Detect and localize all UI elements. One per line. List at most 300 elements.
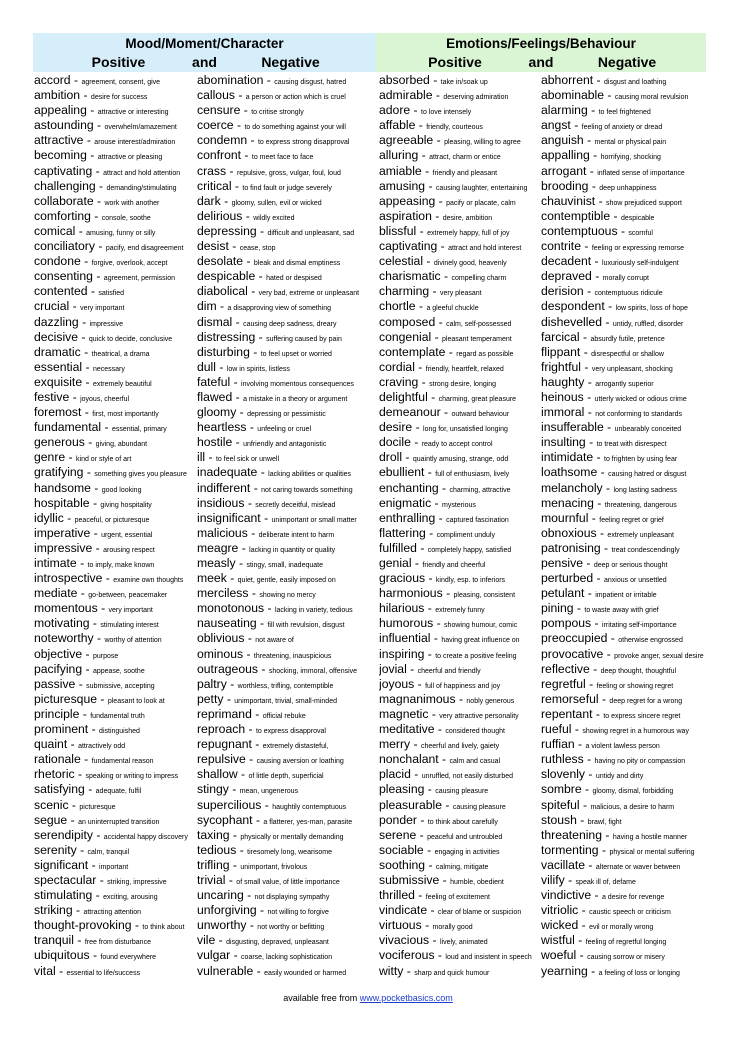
word-entry bbox=[541, 630, 711, 645]
word: hospitable bbox=[34, 495, 90, 510]
word-entry bbox=[379, 857, 539, 872]
dash-separator: - bbox=[585, 676, 597, 691]
word-entry bbox=[34, 495, 194, 510]
word-entry bbox=[34, 615, 194, 630]
dash-separator: - bbox=[424, 782, 436, 797]
word-entry bbox=[541, 691, 711, 706]
dash-separator: - bbox=[431, 329, 443, 344]
dash-separator: - bbox=[429, 933, 440, 948]
definition: outward behaviour bbox=[451, 411, 510, 419]
definition: anxious or unsettled bbox=[604, 577, 667, 585]
word-entry bbox=[541, 751, 711, 766]
word-entry bbox=[34, 298, 194, 313]
definition: a mistake in a theory or argument bbox=[243, 395, 348, 403]
dash-separator: - bbox=[583, 556, 594, 570]
dash-separator: - bbox=[445, 344, 457, 359]
dash-separator: - bbox=[406, 661, 418, 676]
definition: causing aversion or loathing bbox=[256, 758, 344, 766]
word-entry bbox=[541, 238, 711, 253]
dash-separator: - bbox=[97, 691, 108, 706]
dash-separator: - bbox=[256, 903, 268, 918]
definition: agreement, permission bbox=[103, 275, 175, 283]
word: frightful bbox=[541, 359, 581, 374]
word: sociable bbox=[379, 842, 424, 857]
word-entry bbox=[379, 495, 539, 510]
footer-link[interactable]: www.pocketbasics.com bbox=[359, 993, 453, 1003]
word: oblivious bbox=[197, 631, 245, 646]
definition: kind or style of art bbox=[76, 456, 132, 464]
word-entry bbox=[541, 736, 711, 751]
word-entry bbox=[34, 163, 194, 178]
dash-separator: - bbox=[412, 420, 424, 435]
word-entry bbox=[379, 661, 539, 676]
definition: quiet, gentle, easily imposed on bbox=[237, 577, 336, 585]
definition: physically or mentally demanding bbox=[240, 833, 344, 841]
word: mediate bbox=[34, 586, 78, 601]
word-entry bbox=[34, 676, 194, 691]
dash-separator: - bbox=[233, 118, 245, 133]
definition: feeling regret or grief bbox=[599, 516, 664, 524]
definition: essential, primary bbox=[111, 426, 167, 434]
word-entry bbox=[379, 72, 539, 87]
definition: physical or mental suffering bbox=[609, 848, 695, 856]
word: outrageous bbox=[197, 661, 258, 676]
definition: very important bbox=[108, 607, 153, 615]
definition: feeling of regretful longing bbox=[585, 939, 667, 947]
definition: essential to life/success bbox=[66, 969, 141, 977]
dash-separator: - bbox=[80, 88, 91, 103]
definition: stingy, small, inadequate bbox=[246, 562, 323, 569]
dash-separator: - bbox=[230, 374, 242, 389]
dash-separator: - bbox=[255, 269, 267, 284]
word-entry bbox=[541, 87, 711, 102]
word: vulgar bbox=[197, 948, 231, 963]
dash-separator: - bbox=[236, 842, 248, 857]
word: loathsome bbox=[541, 465, 598, 480]
dash-separator: - bbox=[597, 465, 609, 480]
definition: horrifying, shocking bbox=[600, 154, 661, 162]
dash-separator: - bbox=[82, 374, 93, 389]
word: virtuous bbox=[379, 918, 422, 933]
word: repugnant bbox=[197, 737, 252, 752]
definition: calm, tranquil bbox=[87, 848, 130, 856]
word-entry bbox=[541, 208, 711, 223]
word-entry bbox=[197, 449, 375, 464]
definition: loud and insistent in speech bbox=[445, 954, 532, 962]
definition: appease, soothe bbox=[92, 667, 145, 675]
header-positive: Positive bbox=[428, 54, 482, 70]
word-entry bbox=[197, 193, 375, 208]
definition: unruffled, not easily disturbed bbox=[421, 773, 514, 781]
definition: accidental happy discovery bbox=[103, 833, 188, 841]
dash-separator: - bbox=[583, 389, 595, 404]
definition: forgive, overlook, accept bbox=[91, 260, 168, 268]
word-entry bbox=[197, 208, 375, 223]
definition: first, most importantly bbox=[92, 411, 159, 419]
word: spectacular bbox=[34, 872, 97, 887]
definition: causing deep sadness, dreary bbox=[243, 320, 337, 328]
column-emotion-positive bbox=[379, 72, 539, 978]
word: submissive bbox=[379, 872, 440, 887]
definition: full of enthusiasm, lively bbox=[435, 471, 510, 479]
word: genre bbox=[34, 450, 66, 465]
dash-separator: - bbox=[205, 450, 216, 465]
word: anguish bbox=[541, 133, 584, 148]
definition: involving momentous consequences bbox=[241, 380, 354, 388]
word: tedious bbox=[197, 842, 237, 857]
definition: morally good bbox=[432, 924, 473, 932]
dash-separator: - bbox=[410, 767, 422, 782]
definition: worthless, trifling, contemptible bbox=[237, 682, 334, 690]
definition: not conforming to standards bbox=[595, 411, 682, 419]
word: rhetoric bbox=[34, 767, 75, 782]
word: insignificant bbox=[197, 510, 261, 525]
word: inadequate bbox=[197, 465, 258, 480]
word: censure bbox=[197, 103, 241, 118]
word: pompous bbox=[541, 616, 592, 631]
word-entry bbox=[379, 963, 539, 978]
definition: coarse, lacking sophistication bbox=[241, 954, 333, 962]
word: contented bbox=[34, 284, 88, 299]
definition: utterly wicked or odious crime bbox=[594, 395, 687, 403]
word: joyous bbox=[379, 676, 415, 691]
definition: friendly and pleasant bbox=[432, 169, 498, 177]
dash-separator: - bbox=[92, 888, 104, 903]
word: distressing bbox=[197, 329, 256, 344]
word: pining bbox=[541, 601, 574, 616]
definition: extremely unpleasant bbox=[607, 531, 674, 539]
definition: mental or physical pain bbox=[594, 139, 667, 147]
word: humorous bbox=[379, 616, 434, 631]
word-entry bbox=[379, 374, 539, 389]
word-entry bbox=[34, 253, 194, 268]
dash-separator: - bbox=[617, 223, 629, 238]
header-mood-moment-character bbox=[33, 33, 376, 72]
definition: attractive or pleasing bbox=[97, 154, 163, 162]
word-entry bbox=[34, 721, 194, 736]
dash-separator: - bbox=[438, 752, 450, 767]
word-entry bbox=[541, 495, 711, 510]
word-entry bbox=[541, 449, 711, 464]
word-entry bbox=[541, 404, 711, 419]
word: absorbed bbox=[379, 73, 430, 87]
dash-separator: - bbox=[427, 389, 439, 404]
word: supercilious bbox=[197, 797, 262, 812]
word: admirable bbox=[379, 88, 433, 103]
definition: easily wounded or harmed bbox=[264, 969, 347, 977]
definition: causing pleasure bbox=[452, 803, 506, 811]
dash-separator: - bbox=[246, 420, 258, 435]
definition: overwhelm/amazement bbox=[104, 124, 177, 132]
word-entry bbox=[34, 117, 194, 132]
word-entry bbox=[197, 630, 375, 645]
dash-separator: - bbox=[80, 344, 92, 359]
dash-separator: - bbox=[589, 661, 601, 676]
word: principle bbox=[34, 706, 80, 721]
word-entry bbox=[34, 449, 194, 464]
dash-separator: - bbox=[596, 525, 608, 540]
word: unforgiving bbox=[197, 903, 257, 918]
definition: causing laughter, entertaining bbox=[435, 184, 528, 192]
word: picturesque bbox=[34, 691, 98, 706]
word: serendipity bbox=[34, 827, 93, 842]
word-entry bbox=[34, 797, 194, 812]
dash-separator: - bbox=[131, 918, 143, 933]
word: serenity bbox=[34, 842, 77, 857]
word: amusing bbox=[379, 178, 426, 193]
word-entry bbox=[197, 132, 375, 147]
definition: friendly and cheerful bbox=[422, 562, 486, 569]
definition: deep or serious thought bbox=[593, 562, 668, 569]
dash-separator: - bbox=[421, 163, 433, 178]
dash-separator: - bbox=[587, 103, 599, 118]
definition: threatening, dangerous bbox=[604, 501, 677, 509]
word: patronising bbox=[541, 540, 601, 555]
definition: pleasing, consistent bbox=[453, 592, 516, 600]
dash-separator: - bbox=[576, 812, 588, 827]
word-entry bbox=[34, 223, 194, 238]
word-entry bbox=[197, 751, 375, 766]
dash-separator: - bbox=[580, 239, 592, 254]
header-and: and bbox=[528, 54, 554, 70]
definition: exciting, arousing bbox=[103, 894, 158, 902]
word: rationale bbox=[34, 752, 81, 767]
word-entry bbox=[541, 314, 711, 329]
dash-separator: - bbox=[83, 465, 95, 480]
word-entry bbox=[379, 102, 539, 117]
word-entry bbox=[34, 268, 194, 283]
word-entry bbox=[541, 857, 711, 872]
word-entry bbox=[34, 283, 194, 298]
dash-separator: - bbox=[579, 797, 591, 812]
word-entry bbox=[379, 298, 539, 313]
dash-separator: - bbox=[610, 208, 621, 223]
definition: extremely funny bbox=[435, 607, 485, 615]
dash-separator: - bbox=[592, 706, 604, 721]
definition: attract and hold attention bbox=[103, 169, 181, 177]
definition: unfeeling or cruel bbox=[257, 426, 311, 434]
definition: wildly excited bbox=[253, 214, 295, 222]
word: imperative bbox=[34, 525, 91, 540]
header-subtitle bbox=[376, 53, 706, 71]
definition: arouse interest/admiration bbox=[94, 139, 176, 147]
definition: causing moral revulsion bbox=[614, 94, 689, 102]
word-entry bbox=[541, 434, 711, 449]
word-entry bbox=[197, 163, 375, 178]
dash-separator: - bbox=[580, 344, 592, 359]
word-entry bbox=[379, 872, 539, 887]
dash-separator: - bbox=[583, 284, 595, 299]
dash-separator: - bbox=[246, 918, 258, 933]
word: ruthless bbox=[541, 752, 584, 767]
definition: not aware of bbox=[255, 637, 294, 645]
dash-separator: - bbox=[235, 556, 247, 570]
word: trivial bbox=[197, 872, 226, 887]
dash-separator: - bbox=[415, 118, 427, 133]
word: cordial bbox=[379, 359, 415, 374]
dash-separator: - bbox=[574, 933, 586, 948]
dash-separator: - bbox=[90, 208, 102, 223]
word: indifferent bbox=[197, 480, 251, 495]
dash-separator: - bbox=[416, 540, 428, 555]
word-entry bbox=[34, 208, 194, 223]
word-entry bbox=[197, 555, 375, 570]
word: meditative bbox=[379, 722, 435, 737]
word-entry bbox=[34, 480, 194, 495]
word-entry bbox=[541, 510, 711, 525]
word: ruffian bbox=[541, 737, 575, 752]
definition: gloomy, dismal, forbidding bbox=[592, 788, 674, 796]
dash-separator: - bbox=[78, 314, 90, 329]
word-entry bbox=[197, 827, 375, 842]
word: arrogant bbox=[541, 163, 587, 178]
word: impressive bbox=[34, 540, 93, 555]
word: malicious bbox=[197, 525, 248, 540]
word-entry bbox=[379, 314, 539, 329]
word: yearning bbox=[541, 963, 588, 978]
dash-separator: - bbox=[244, 495, 256, 510]
definition: repulsive, gross, vulgar, foul, loud bbox=[236, 169, 341, 177]
word-entry bbox=[379, 359, 539, 374]
dash-separator: - bbox=[455, 691, 467, 706]
word: vilify bbox=[541, 872, 565, 887]
word: tormenting bbox=[541, 842, 599, 857]
definition: to waste away with grief bbox=[584, 607, 659, 615]
definition: quick to decide, conclusive bbox=[88, 335, 173, 343]
word: merry bbox=[379, 737, 411, 752]
definition: disrespectful or shallow bbox=[591, 350, 664, 358]
word: derision bbox=[541, 284, 584, 299]
definition: picturesque bbox=[79, 803, 116, 811]
dash-separator: - bbox=[86, 103, 98, 118]
word-entry bbox=[379, 480, 539, 495]
definition: not caring towards something bbox=[261, 486, 353, 494]
word-entry bbox=[197, 464, 375, 479]
word: striking bbox=[34, 903, 73, 918]
definition: to meet face to face bbox=[251, 154, 314, 162]
word: vitriolic bbox=[541, 903, 579, 918]
word-entry bbox=[379, 268, 539, 283]
word: idyllic bbox=[34, 510, 64, 525]
definition: caustic speech or criticism bbox=[589, 909, 671, 917]
dash-separator: - bbox=[77, 586, 89, 601]
dash-separator: - bbox=[93, 118, 105, 133]
dash-separator: - bbox=[231, 178, 243, 193]
dash-separator: - bbox=[598, 842, 610, 857]
word-entry bbox=[379, 781, 539, 796]
dash-separator: - bbox=[243, 888, 255, 903]
definition: speaking or writing to impress bbox=[85, 773, 179, 781]
word-entry bbox=[541, 706, 711, 721]
dash-separator: - bbox=[215, 933, 227, 948]
dash-separator: - bbox=[236, 405, 248, 420]
word: contrite bbox=[541, 239, 581, 254]
definition: attract and hold interest bbox=[448, 245, 522, 253]
dash-separator: - bbox=[585, 767, 596, 782]
dash-separator: - bbox=[245, 752, 257, 767]
definition: alternate or waver between bbox=[595, 863, 681, 871]
dash-separator: - bbox=[216, 299, 228, 314]
definition: divinely good, heavenly bbox=[433, 260, 507, 268]
word-entry bbox=[197, 917, 375, 932]
dash-separator: - bbox=[89, 495, 101, 510]
dash-separator: - bbox=[435, 193, 447, 208]
dash-separator: - bbox=[564, 872, 576, 887]
word: dramatic bbox=[34, 344, 81, 359]
word-entry bbox=[379, 570, 539, 585]
word: nonchalant bbox=[379, 752, 439, 767]
word-entry bbox=[34, 238, 194, 253]
word: measly bbox=[197, 556, 236, 570]
dash-separator: - bbox=[576, 948, 588, 963]
dash-separator: - bbox=[595, 193, 607, 208]
word: introspective bbox=[34, 571, 103, 586]
dash-separator: - bbox=[588, 178, 600, 193]
word-entry bbox=[379, 585, 539, 600]
word: ubiquitous bbox=[34, 948, 90, 963]
word: critical bbox=[197, 178, 232, 193]
dash-separator: - bbox=[232, 435, 244, 450]
header-title: Mood/Moment/Character bbox=[125, 36, 284, 51]
dash-separator: - bbox=[414, 888, 426, 903]
definition: cease, stop bbox=[239, 245, 276, 253]
dash-separator: - bbox=[440, 269, 452, 284]
word: decisive bbox=[34, 329, 79, 344]
word-entry bbox=[34, 902, 194, 917]
definition: extremely beautiful bbox=[92, 380, 152, 388]
dash-separator: - bbox=[55, 963, 67, 978]
definition: threatening, inauspicious bbox=[253, 652, 332, 660]
word: intimate bbox=[34, 556, 77, 570]
dash-separator: - bbox=[237, 767, 249, 782]
word: paltry bbox=[197, 676, 227, 691]
word-entry bbox=[34, 464, 194, 479]
word-entry bbox=[197, 887, 375, 902]
definition: unimportant or small matter bbox=[271, 516, 357, 524]
word-entry bbox=[541, 419, 711, 434]
definition: shocking, immoral, offensive bbox=[268, 667, 358, 675]
definition: secretly deceitful, mislead bbox=[255, 501, 336, 509]
definition: having great influence on bbox=[441, 637, 520, 645]
definition: to love intensely bbox=[421, 109, 472, 117]
definition: friendly, courteous bbox=[426, 124, 483, 132]
word-entry bbox=[197, 495, 375, 510]
word-entry bbox=[379, 797, 539, 812]
word-entry bbox=[34, 887, 194, 902]
word-entry bbox=[34, 585, 194, 600]
header-emotions-feelings-behaviour bbox=[376, 33, 706, 72]
dash-separator: - bbox=[423, 842, 435, 857]
word-entry bbox=[197, 781, 375, 796]
dash-separator: - bbox=[429, 73, 441, 87]
word: attractive bbox=[34, 133, 84, 148]
definition: not willing to forgive bbox=[267, 909, 329, 917]
word: congenial bbox=[379, 329, 432, 344]
dash-separator: - bbox=[602, 827, 613, 842]
definition: to feel frightened bbox=[598, 109, 651, 117]
word: enchanting bbox=[379, 480, 439, 495]
definition: a violent lawless person bbox=[585, 743, 660, 751]
word-entry bbox=[541, 676, 711, 691]
word-entry bbox=[34, 314, 194, 329]
dash-separator: - bbox=[80, 254, 92, 269]
definition: long for, unsatisfied longing bbox=[423, 426, 508, 434]
word: genial bbox=[379, 556, 412, 570]
word-entry bbox=[197, 902, 375, 917]
dash-separator: - bbox=[89, 948, 101, 963]
dash-separator: - bbox=[591, 888, 602, 903]
word-entry bbox=[379, 253, 539, 268]
